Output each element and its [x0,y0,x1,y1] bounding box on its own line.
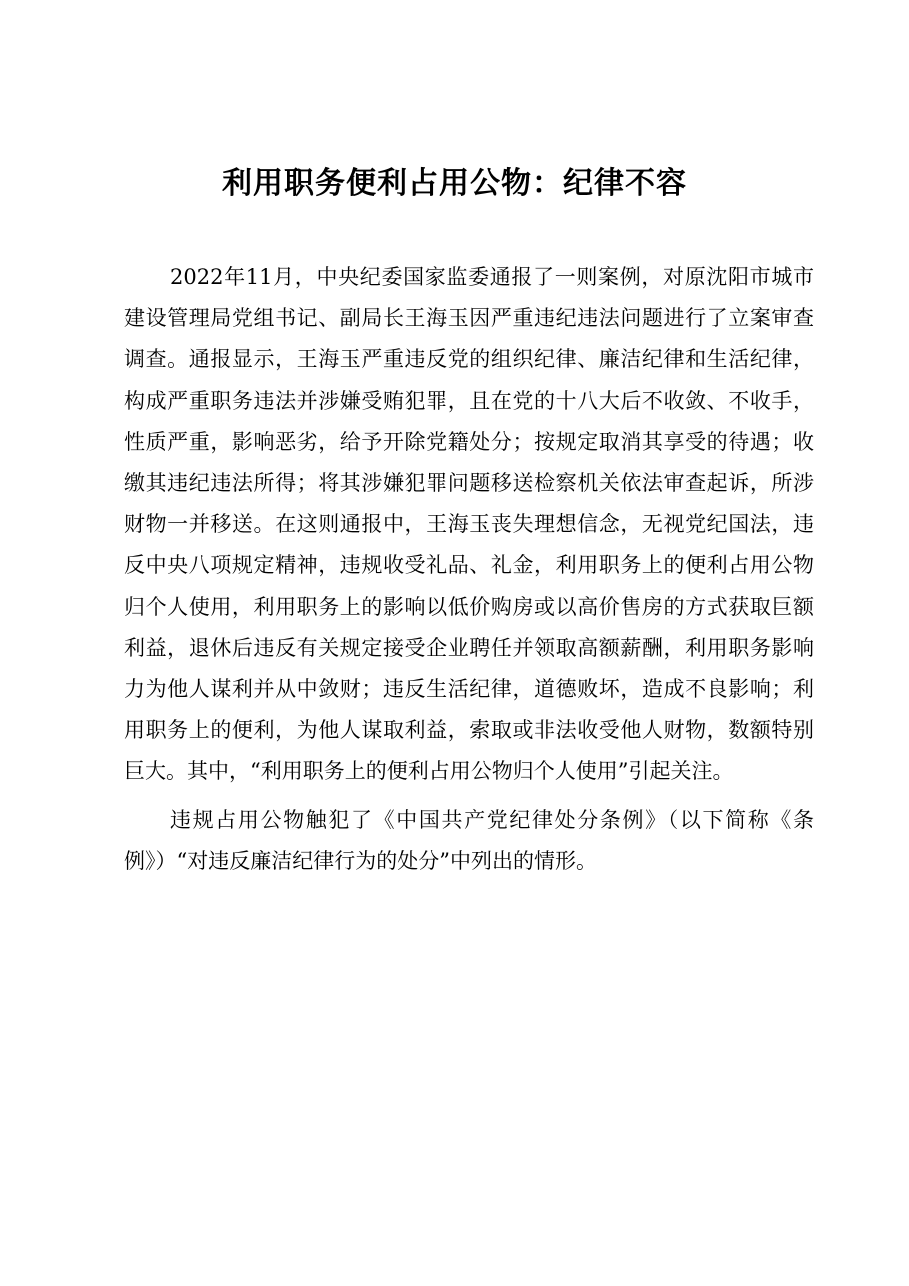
paragraph-2: 违规占用公物触犯了《中国共产党纪律处分条例》（以下简称《条例》）“对违反廉洁纪律行为的处分”中列出的情形。 [124,807,814,873]
paragraph-1: 2022年11月，中央纪委国家监委通报了一则案例，对原沈阳市城市建设管理局党组书记、副局长王海玉因严重违纪违法问题进行了立案审查调查。通报显示，王海玉严重违反党的组织纪律、廉洁纪律和生活纪律，构成严重职务违法并涉嫌受贿犯罪，且在党的十八大后不收敛、不收手，性质严重，影响恶劣，给予开除党籍处分；按规定取消其享受的待遇；收缴其违纪违法所得；将其涉嫌犯罪问题移送检察机关依法审查起诉，所涉财物一并移送。在这则通报中，王海玉丧失理想信念，无视党纪国法，违反中央八项规定精神，违规收受礼品、礼金，利用职务上的便利占用公物归个人使用，利用职务上的影响以低价购房或以高价售房的方式获取巨额利益，退休后违反有关规定接受企业聘任并领取高额薪酬，利用职务影响力为他人谋利并从中敛财；违反生活纪律，道德败坏，造成不良影响；利用职务上的便利，为他人谋取利益，索取或非法收受他人财物，数额特别巨大。其中，“利用职务上的便利占用公物归个人使用”引起关注。 [124,265,814,784]
document-body [124,257,814,889]
document-title: 利用职务便利占用公物：纪律不容 [222,166,687,201]
